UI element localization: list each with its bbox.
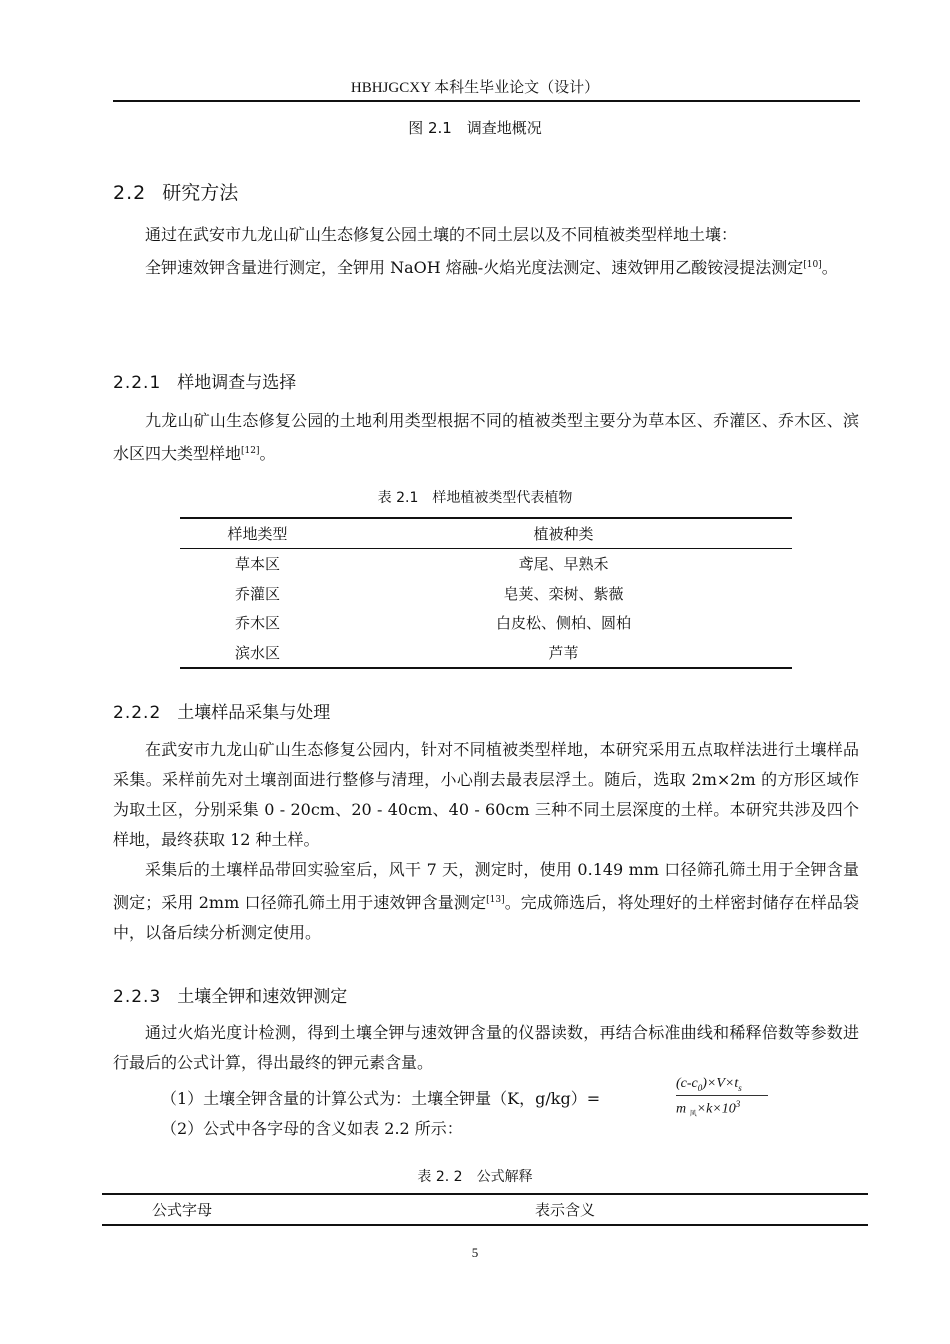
table-2-1-caption: 表 2.1 样地植被类型代表植物 (377, 490, 573, 506)
table-cell: 鸢尾、早熟禾 (518, 555, 609, 574)
table-row (180, 638, 792, 669)
table-2-2 (102, 1193, 868, 1226)
citation: [13] (486, 895, 505, 905)
paragraph-end: 。 (821, 258, 838, 277)
section-2-2-1-body (113, 406, 859, 469)
formula-numerator: $(c-c_0)\times V\times t_s$ (676, 1076, 768, 1096)
section-heading-2-2 (113, 178, 238, 205)
running-header: HBHJGCXY 本科生毕业论文（设计） (350, 80, 600, 96)
formula-item-2 (113, 1114, 673, 1144)
section-2-2-2-body (113, 735, 859, 948)
section-number: 2.2 (113, 182, 147, 204)
table-cell: 乔木区 (234, 614, 280, 633)
paragraph: 通过火焰光度计检测，得到土壤全钾与速效钾含量的仪器读数，再结合标准曲线和稀释倍数等参数进行最后的公式计算，得出最终的钾元素含量。 (113, 1023, 859, 1072)
section-heading-2-2-2 (113, 698, 330, 723)
table-2-1 (180, 517, 792, 669)
section-title: 土壤样品采集与处理 (177, 703, 331, 723)
header-rule (113, 100, 860, 102)
section-number: 2.2.2 (113, 703, 162, 723)
section-number: 2.2.3 (113, 987, 162, 1007)
section-title: 样地调查与选择 (177, 373, 297, 393)
page-number: 5 (471, 1245, 479, 1260)
column-header: 公式字母 (102, 1194, 262, 1225)
formula-denominator: m $_风\times k\times 10^3$ (676, 1098, 741, 1118)
section-title: 土壤全钾和速效钾测定 (177, 987, 348, 1007)
paragraph-text: 采集后的土壤样品带回实验室后，风干 7 天，测定时，使用 0.149 mm 口径筛孔筛土用于全钾含量测定；采用 2mm 口径筛孔筛土用于速效钾含量测定 (113, 860, 859, 912)
table-header-row (180, 518, 792, 549)
table-header-row (102, 1194, 868, 1225)
figure-caption: 图 2.1 调查地概况 (408, 119, 542, 137)
list-item: （1）土壤全钾含量的计算公式为：土壤全钾量（K，g/kg）= (161, 1089, 601, 1108)
paragraph-text: 。完成筛选后，将处理好的土样密封储存在样品袋中，以备后续分析测定使用。 (113, 893, 859, 942)
column-header: 表示含义 (262, 1194, 868, 1225)
column-header: 样地类型 (180, 518, 335, 549)
table-row (180, 608, 792, 638)
section-2-2-body (113, 220, 859, 283)
column-header: 植被种类 (335, 518, 792, 549)
paragraph-end: 。 (259, 444, 276, 463)
paragraph-text: 全钾速效钾含量进行测定，全钾用 NaOH 熔融-火焰光度法测定、速效钾用乙酸铵浸提法测定 (145, 258, 804, 277)
table-cell: 芦苇 (335, 638, 792, 669)
section-number: 2.2.1 (113, 373, 162, 393)
section-2-2-3-body (113, 1018, 859, 1078)
table-cell: 滨水区 (180, 638, 335, 669)
paragraph-text: 九龙山矿山生态修复公园的土地利用类型根据不同的植被类型主要分为草本区、乔灌区、乔木区、滨水区四大类型样地 (113, 411, 859, 463)
table-cell: 皂荚、栾树、紫薇 (503, 584, 624, 603)
table-cell: 白皮松、侧柏、圆柏 (495, 614, 631, 633)
paragraph: 在武安市九龙山矿山生态修复公园内，针对不同植被类型样地，本研究采用五点取样法进行土壤样品采集。采样前先对土壤剖面进行整修与清理，小心削去最表层浮土。随后，选取 2m×2m 的方形区域作为取土区，分别采集 0 - 20cm、20 - 40cm、40 - 60cm 三种不同土层深度的土样。本研究共涉及四个样地，最终获取 12 种土样。 (113, 740, 859, 849)
citation: [10] (803, 260, 822, 270)
citation: [12] (241, 446, 260, 456)
table-row (180, 549, 792, 579)
table-row (180, 579, 792, 609)
section-title: 研究方法 (162, 182, 239, 204)
list-item: （2）公式中各字母的含义如表 2.2 所示： (161, 1119, 463, 1138)
paragraph (113, 855, 859, 948)
paragraph: 通过在武安市九龙山矿山生态修复公园土壤的不同土层以及不同植被类型样地土壤： (145, 225, 738, 244)
section-heading-2-2-3 (113, 982, 347, 1007)
table-cell: 乔灌区 (234, 584, 280, 603)
section-heading-2-2-1 (113, 368, 296, 393)
table-2-2-caption: 表 2. 2 公式解释 (417, 1169, 533, 1185)
potassium-formula (676, 1076, 768, 1118)
table-cell: 草本区 (234, 555, 280, 574)
paragraph (113, 406, 859, 469)
paragraph (113, 250, 859, 283)
formula-item-1 (113, 1084, 673, 1114)
